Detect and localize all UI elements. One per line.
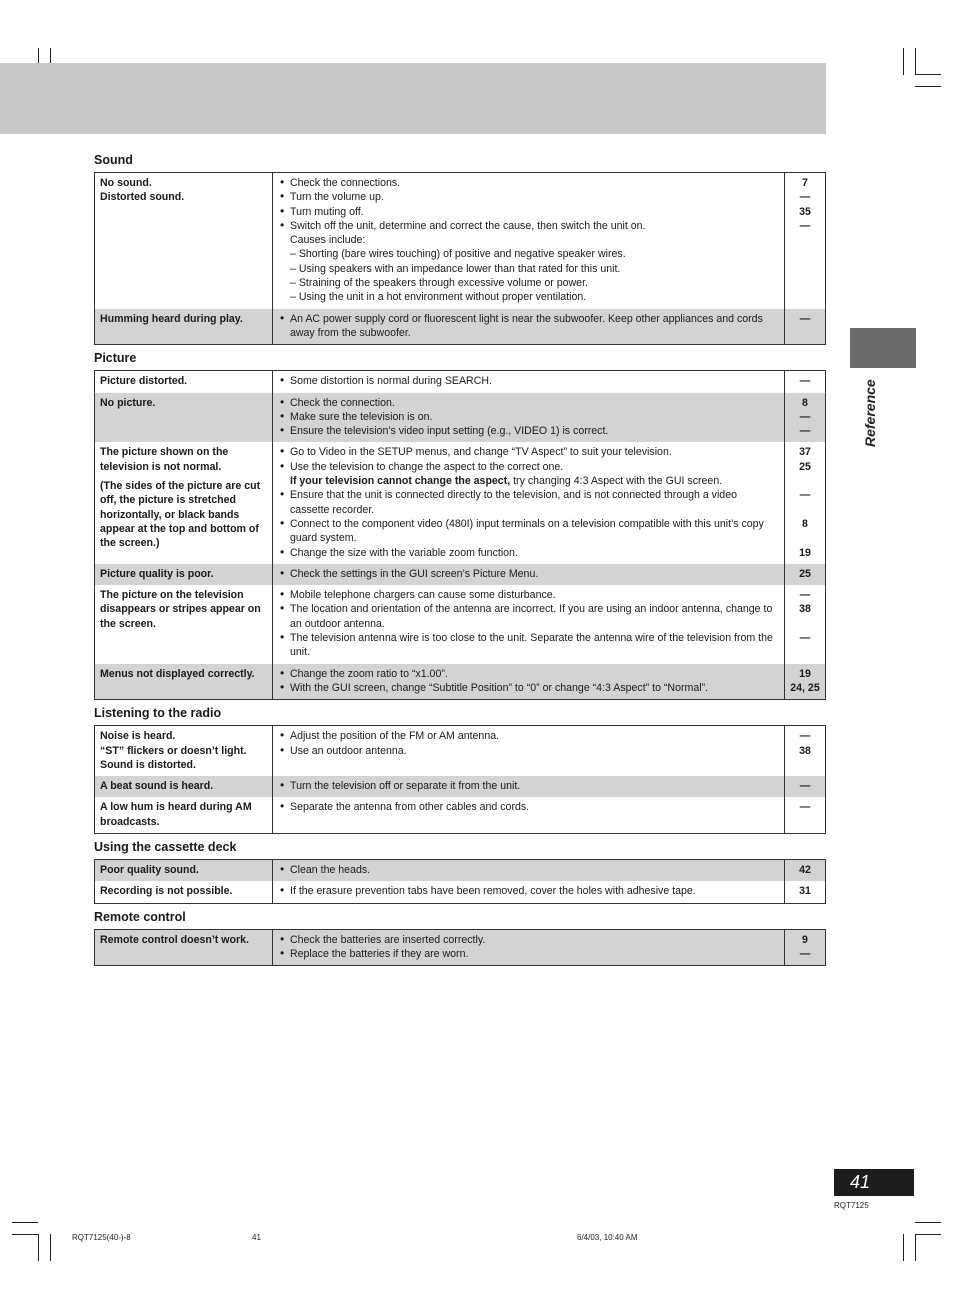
radio-table: [94, 725, 826, 834]
problem-cell: A low hum is heard during AM broadcasts.: [95, 797, 273, 833]
solution-cell: • If the erasure prevention tabs have been removed, cover the holes with adhesive tape.: [273, 881, 785, 903]
solution-cell: • Check the batteries are inserted correctly. • Replace the batteries if they are worn.: [273, 929, 785, 966]
section-title-picture: Picture: [94, 351, 137, 366]
page-ref-cell: 25: [785, 564, 826, 585]
troubleshooting-content: [94, 153, 826, 972]
problem-cell: Remote control doesn’t work.: [95, 929, 273, 966]
table-row: [95, 929, 826, 966]
header-band: [0, 63, 826, 134]
solution-cell: • Separate the antenna from other cables and cords.: [273, 797, 785, 833]
footer-left: RQT7125(40-)-8: [72, 1233, 131, 1242]
side-tab: [850, 328, 916, 368]
problem-cell: Picture quality is poor.: [95, 564, 273, 585]
problem-cell: Poor quality sound.: [95, 859, 273, 881]
page-ref-cell: 37 25 — 8 19: [785, 442, 826, 563]
crop-mark: [915, 1234, 916, 1261]
solution-cell: • Go to Video in the SETUP menus, and change “TV Aspect” to suit your television. • Use the television to change the aspect to the correct one. If your television cannot change the aspect, try changing 4:3 Aspect with the GUI screen. • Ensure that the unit is connected directly to the television, and is not connected through a video cassette recorder. • Connect to the component video (480I) input terminals on a television compatible with this unit’s copy guard system. • Change the size with the variable zoom function.: [273, 442, 785, 563]
table-row: [95, 776, 826, 797]
page-ref-cell: 7 — 35 —: [785, 173, 826, 309]
page-ref-cell: 19 24, 25: [785, 664, 826, 700]
side-label: Reference: [862, 379, 878, 447]
problem-cell: Humming heard during play.: [95, 309, 273, 345]
picture-table: [94, 370, 826, 700]
solution-cell: • Some distortion is normal during SEARCH.: [273, 371, 785, 393]
remote-table: [94, 929, 826, 967]
problem-cell: Picture distorted.: [95, 371, 273, 393]
section-title-sound: Sound: [94, 153, 133, 167]
crop-mark: [915, 86, 941, 87]
problem-cell: Recording is not possible.: [95, 881, 273, 903]
solution-cell: • Check the connection. • Make sure the television is on. • Ensure the television’s video input setting (e.g., VIDEO 1) is correct.: [273, 393, 785, 443]
crop-mark: [12, 1234, 38, 1235]
page-ref-cell: —: [785, 371, 826, 393]
table-row: [95, 664, 826, 700]
page-ref-cell: — 38: [785, 726, 826, 776]
footer-right: 6/4/03, 10:40 AM: [577, 1233, 638, 1242]
crop-mark: [50, 1234, 51, 1261]
page-number: 41: [834, 1169, 914, 1196]
table-row: [95, 564, 826, 585]
solution-cell: • Adjust the position of the FM or AM antenna. • Use an outdoor antenna.: [273, 726, 785, 776]
crop-mark: [915, 1222, 941, 1223]
model-code: RQT7125: [834, 1201, 869, 1210]
crop-mark: [38, 1234, 39, 1261]
page-ref-cell: 8 — —: [785, 393, 826, 443]
crop-mark: [915, 1234, 941, 1235]
crop-mark: [915, 74, 941, 75]
problem-cell: The picture shown on the television is not normal. (The sides of the picture are cut off, the picture is stretched horizontally, or black bands appear at the top and bottom of the screen.): [95, 442, 273, 563]
table-row: [95, 309, 826, 345]
table-row: [95, 726, 826, 776]
crop-mark: [12, 1222, 38, 1223]
page-ref-cell: —: [785, 309, 826, 345]
table-row: [95, 585, 826, 663]
table-row: [95, 881, 826, 903]
page-ref-cell: 9 —: [785, 929, 826, 966]
page-ref-cell: 42: [785, 859, 826, 881]
solution-cell: • Turn the television off or separate it from the unit.: [273, 776, 785, 797]
page-ref-cell: —: [785, 776, 826, 797]
crop-mark: [903, 1234, 904, 1261]
table-row: [95, 442, 826, 563]
crop-mark: [915, 48, 916, 75]
section-title-cassette: Using the cassette deck: [94, 839, 237, 854]
solution-cell: • Clean the heads.: [273, 859, 785, 881]
problem-cell: A beat sound is heard.: [95, 776, 273, 797]
solution-cell: • Change the zoom ratio to “x1.00”. • With the GUI screen, change “Subtitle Position” to “0” or change “4:3 Aspect” to “Normal”.: [273, 664, 785, 700]
problem-cell: No sound. Distorted sound.: [95, 173, 273, 309]
table-row: [95, 859, 826, 881]
solution-cell: • Check the settings in the GUI screen’s Picture Menu.: [273, 564, 785, 585]
table-row: [95, 371, 826, 393]
sound-table: [94, 172, 826, 345]
problem-cell: Menus not displayed correctly.: [95, 664, 273, 700]
section-title-remote: Remote control: [94, 909, 186, 924]
solution-cell: • An AC power supply cord or fluorescent light is near the subwoofer. Keep other appliances and cords away from the subwoofer.: [273, 309, 785, 345]
problem-cell: No picture.: [95, 393, 273, 443]
table-row: [95, 393, 826, 443]
page-ref-cell: —: [785, 797, 826, 833]
table-row: [95, 173, 826, 309]
page-ref-cell: — 38 —: [785, 585, 826, 663]
solution-cell: • Check the connections. • Turn the volume up. • Turn muting off. • Switch off the unit, determine and correct the cause, then switch the unit on. Causes include: – Shorting (bare wires touching) of positive and negative speaker wires. – Using speakers with an impedance lower than that rated for this unit. – Straining of the speakers through excessive volume or power. – Using the unit in a hot environment without proper ventilation.: [273, 173, 785, 309]
cassette-table: [94, 859, 826, 904]
footer-center: 41: [252, 1233, 261, 1242]
crop-mark: [903, 48, 904, 75]
problem-cell: Noise is heard. “ST” flickers or doesn’t light. Sound is distorted.: [95, 726, 273, 776]
table-row: [95, 797, 826, 833]
problem-cell: The picture on the television disappears or stripes appear on the screen.: [95, 585, 273, 663]
page-ref-cell: 31: [785, 881, 826, 903]
section-title-radio: Listening to the radio: [94, 706, 222, 721]
solution-cell: • Mobile telephone chargers can cause some disturbance. • The location and orientation of the antenna are incorrect. If you are using an indoor antenna, change to an outdoor antenna. • The television antenna wire is too close to the unit. Separate the antenna wire of the television from the unit.: [273, 585, 785, 663]
